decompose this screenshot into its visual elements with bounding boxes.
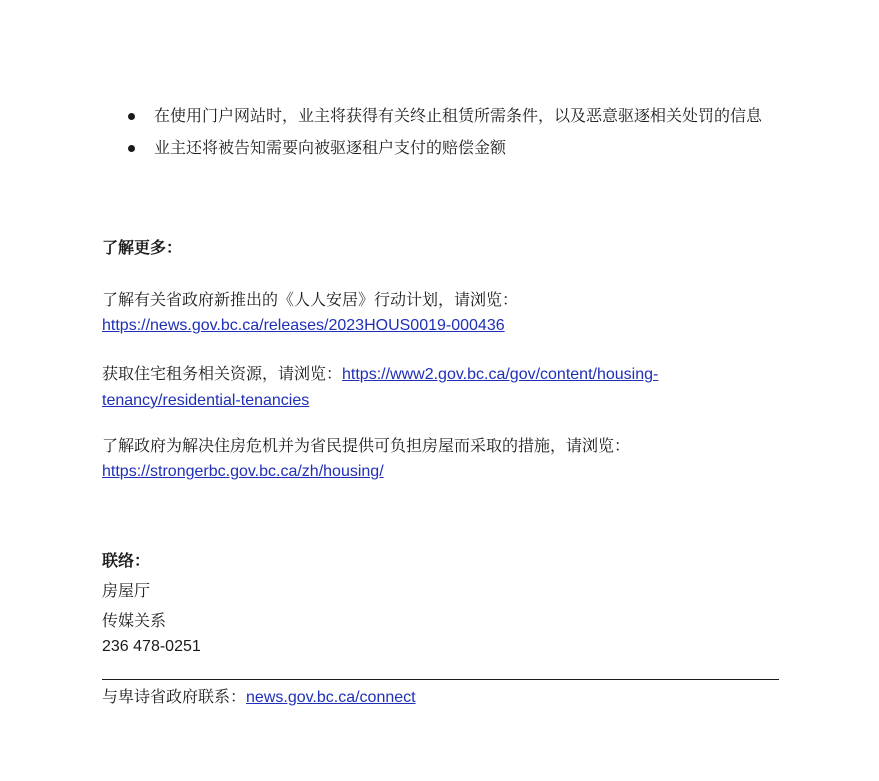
bullet-text: 业主还将被告知需要向被驱逐租户支付的赔偿金额 xyxy=(154,138,507,157)
bullet-list xyxy=(102,102,792,166)
contact-phone: 236 478-0251 xyxy=(102,638,201,655)
learn-more-item-3 xyxy=(102,433,792,484)
learn-more-item-1 xyxy=(102,287,792,338)
contact-department: 传媒关系 xyxy=(102,611,167,630)
learn-more-heading: 了解更多： xyxy=(102,238,183,257)
tenancy-resources-link-part2[interactable]: tenancy/residential-tenancies xyxy=(102,392,310,409)
bullet-item xyxy=(102,134,792,162)
bullet-text: 在使用门户网站时，业主将获得有关终止租赁所需条件，以及恶意驱逐相关处罚的信息 xyxy=(154,106,763,125)
learn-more-item-2-text: 获取住宅租务相关资源，请浏览： xyxy=(102,364,343,383)
housing-plan-link[interactable]: https://news.gov.bc.ca/releases/2023HOUS0019-000436 xyxy=(102,317,505,334)
contact-heading: 联络： xyxy=(102,551,151,570)
footer-line xyxy=(102,682,416,713)
contact-ministry: 房屋厅 xyxy=(102,581,151,600)
stronger-bc-housing-link[interactable]: https://strongerbc.gov.bc.ca/zh/housing/ xyxy=(102,463,384,480)
footer-text: 与卑诗省政府联系： xyxy=(102,687,247,706)
bullet-dot-icon xyxy=(128,113,135,120)
footer-divider xyxy=(102,679,779,680)
tenancy-resources-link-part1[interactable]: https://www2.gov.bc.ca/gov/content/housing- xyxy=(342,366,659,383)
connect-link[interactable]: news.gov.bc.ca/connect xyxy=(246,689,416,706)
bullet-item xyxy=(102,102,792,130)
bullet-dot-icon xyxy=(128,145,135,152)
learn-more-item-1-text: 了解有关省政府新推出的《人人安居》行动计划，请浏览： xyxy=(102,290,519,309)
learn-more-item-2 xyxy=(102,361,792,413)
learn-more-item-3-text: 了解政府为解决住房危机并为省民提供可负担房屋而采取的措施，请浏览： xyxy=(102,436,631,455)
